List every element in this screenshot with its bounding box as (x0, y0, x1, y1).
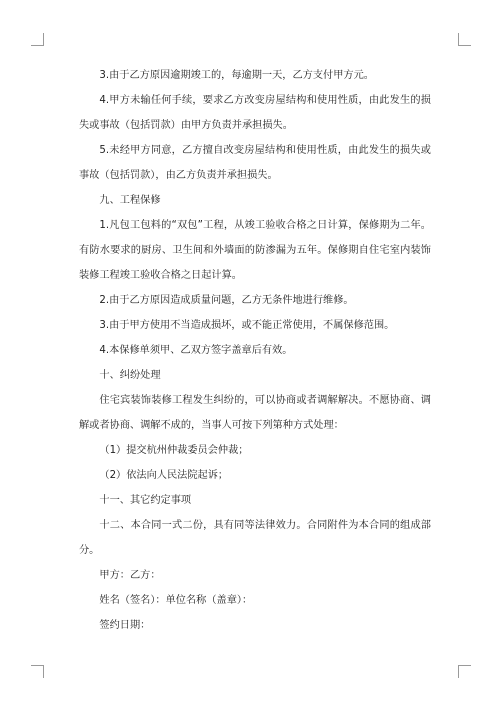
crop-mark-bottom-right (458, 665, 471, 678)
clause-copies: 十二、本合同一式二份，具有同等法律效力。合同附件为本合同的组成部分。 (79, 520, 431, 556)
clause-overdue-penalty: 3.由于乙方原因逾期竣工的，每逾期一天，乙方支付甲方元。 (99, 70, 374, 81)
clause-party-a-liability: 4.甲方未输任何手续，要求乙方改变房屋结构和使用性质，由此发生的损失或事故（包括罚款）由甲方负责并承担损失。 (79, 95, 431, 131)
crop-mark-bottom-left (31, 665, 44, 678)
option-litigation: （2）依法向人民法院起诉； (99, 470, 229, 481)
clause-warranty-repair: 2.由于乙方原因造成质量问题，乙方无条件地进行维修。 (99, 295, 354, 306)
crop-mark-top-right (458, 33, 471, 46)
clause-warranty-period: 1.凡包工包料的“双包”工程，从竣工验收合格之日计算，保修期为二年。有防水要求的厨房、卫生间和外墙面的防渗漏为五年。保修期自住宅室内装饰装修工程竣工验收合格之日起计算。 (79, 220, 431, 281)
clause-dispute-resolution: 住宅宾装饰装修工程发生纠纷的，可以协商或者调解解决。不愿协商、调解或者协商、调解不成的，当事人可按下列第种方式处理： (79, 395, 431, 431)
document-body (79, 63, 431, 638)
crop-mark-top-left (31, 33, 44, 46)
section-heading-disputes: 十、纠纷处理 (99, 370, 161, 381)
signature-names: 姓名（签名）：单位名称（盖章）： (99, 595, 253, 606)
section-heading-warranty: 九、工程保修 (99, 195, 161, 206)
signature-parties: 甲方：乙方： (99, 570, 161, 581)
option-arbitration: （1）提交杭州仲裁委员会仲裁； (99, 445, 249, 456)
section-heading-other-terms: 十一、其它约定事项 (99, 495, 192, 506)
signature-date: 签约日期： (99, 620, 151, 631)
clause-warranty-exclusion: 3.由于甲方使用不当造成损坏，或不能正常使用，不属保修范围。 (99, 320, 395, 331)
clause-party-b-liability: 5.未经甲方同意，乙方擅自改变房屋结构和使用性质，由此发生的损失或事故（包括罚款），由乙方负责并承担损失。 (79, 145, 431, 181)
clause-warranty-validity: 4.本保修单须甲、乙双方签字盖章后有效。 (99, 345, 293, 356)
